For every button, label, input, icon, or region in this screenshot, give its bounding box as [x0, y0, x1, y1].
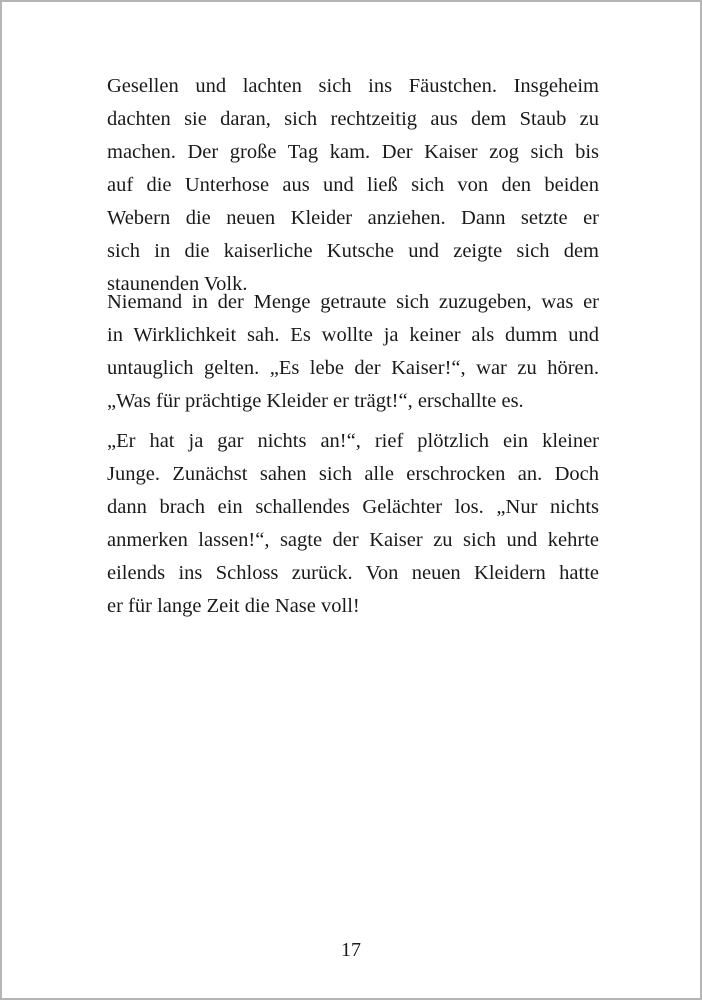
text-line: in Wirklichkeit sah. Es wollte ja keiner als dumm und: [107, 324, 599, 346]
text-line: dachten sie daran, sich rechtzeitig aus dem Staub zu: [107, 108, 599, 130]
text-line: er für lange Zeit die Nase voll!: [107, 595, 360, 617]
text-line: Junge. Zunächst sahen sich alle erschrocken an. Doch: [107, 463, 599, 485]
text-line: eilends ins Schloss zurück. Von neuen Kleidern hatte: [107, 562, 599, 584]
text-line: „Was für prächtige Kleider er trägt!“, erschallte es.: [107, 390, 524, 412]
text-line: machen. Der große Tag kam. Der Kaiser zog sich bis: [107, 141, 599, 163]
text-line: Webern die neuen Kleider anziehen. Dann setzte er: [107, 207, 599, 229]
text-line: Niemand in der Menge getraute sich zuzugeben, was er: [107, 291, 599, 313]
text-line: „Er hat ja gar nichts an!“, rief plötzlich ein kleiner: [107, 430, 599, 452]
text-line: Gesellen und lachten sich ins Fäustchen. Insgeheim: [107, 75, 599, 97]
paragraph-3: [107, 425, 599, 623]
text-line: auf die Unterhose aus und ließ sich von den beiden: [107, 174, 599, 196]
paragraph-1: [107, 70, 599, 301]
text-line: sich in die kaiserliche Kutsche und zeigte sich dem: [107, 240, 599, 262]
text-line: staunenden Volk.: [107, 273, 248, 295]
text-line: untauglich gelten. „Es lebe der Kaiser!“, war zu hören.: [107, 357, 599, 379]
text-line: dann brach ein schallendes Gelächter los. „Nur nichts: [107, 496, 599, 518]
text-line: anmerken lassen!“, sagte der Kaiser zu sich und kehrte: [107, 529, 599, 551]
paragraph-2: [107, 286, 599, 418]
page-number: 17: [341, 939, 361, 961]
